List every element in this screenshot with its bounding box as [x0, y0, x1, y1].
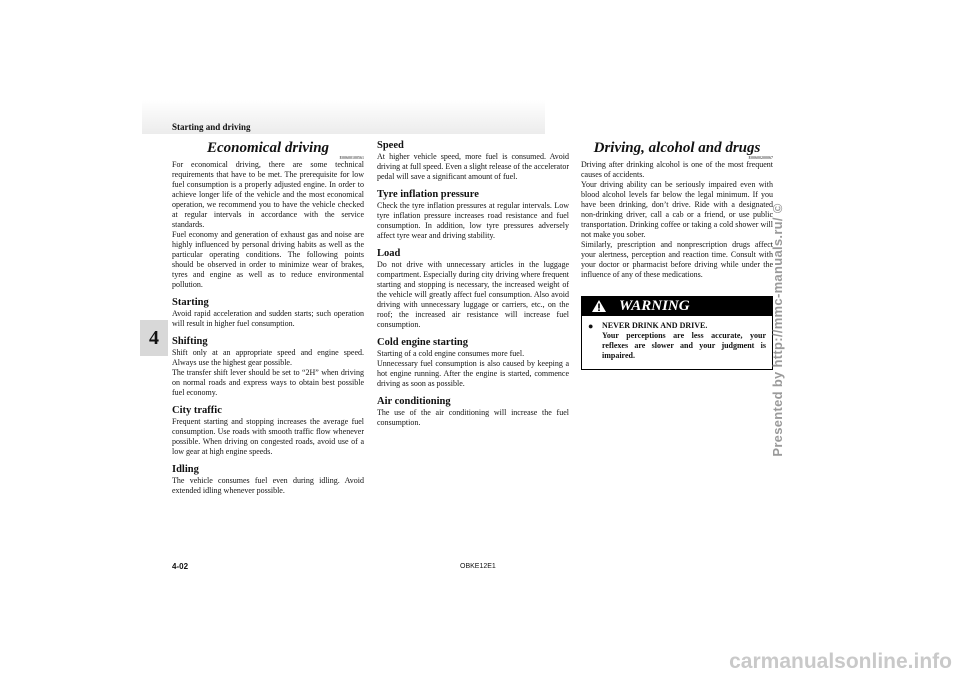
subheading-cold-engine: Cold engine starting: [377, 337, 469, 348]
side-credit-text: Presented by http://mmc-manuals.ru/ ©: [770, 203, 785, 457]
warning-line: NEVER DRINK AND DRIVE.: [602, 321, 708, 330]
document-code: OBKE12E1: [460, 563, 496, 570]
paragraph: Your driving ability can be seriously impaired even with blood alcohol levels far below the legal minimum. If you have been drinking, don’t drive. Ride with a designated non-drinking driver, call a cab or a friend, or use public transportation. Drinking coffee or taking a cold shower will not make you sober.: [581, 180, 773, 239]
paragraph: Check the tyre inflation pressures at regular intervals. Low tyre inflation pressure increases road resistance and fuel consumption. In addition, low tyre pressures adversely affect tyre wear and driving stability.: [377, 201, 569, 240]
page-number: 4-02: [172, 562, 189, 571]
column-economy-tips: [377, 140, 569, 428]
paragraph: The transfer shift lever should be set to “2H” when driving on normal roads and express ways to obtain best possible fuel economy.: [172, 368, 364, 397]
subheading-city-traffic: City traffic: [172, 405, 222, 416]
subheading-load: Load: [377, 248, 401, 259]
column-economical-driving: [172, 140, 364, 496]
subheading-tyre-pressure: Tyre inflation pressure: [377, 189, 479, 200]
paragraph: At higher vehicle speed, more fuel is consumed. Avoid driving at full speed. Even a slight release of the accelerator pedal will save a significant amount of fuel.: [377, 152, 569, 181]
watermark: carmanualsonline.info: [729, 650, 952, 673]
paragraph: Driving after drinking alcohol is one of the most frequent causes of accidents.: [581, 160, 773, 179]
section-title: Driving, alcohol and drugs: [593, 140, 761, 156]
subheading-air-conditioning: Air conditioning: [377, 396, 451, 407]
paragraph: Fuel economy and generation of exhaust gas and noise are highly influenced by personal driving habits as well as the particular operating conditions. The following points should be observed in order to minimize wear of brakes, tyres and engine as well as to reduce environmental pollution.: [172, 230, 364, 289]
warning-triangle-icon: [591, 299, 607, 313]
warning-title: WARNING: [619, 298, 690, 314]
section-title: Economical driving: [206, 140, 330, 156]
paragraph: Do not drive with unnecessary articles in the luggage compartment. Especially during city driving where frequent starting and stopping is necessary, the increased weight of the vehicle will greatly affect fuel consumption. Also avoid driving with unnecessary luggage or carriers, etc., on the roof; the increased air resistance will increase fuel consumption.: [377, 260, 569, 329]
paragraph: Starting of a cold engine consumes more fuel.: [377, 349, 525, 358]
paragraph: The use of the air conditioning will increase the fuel consumption.: [377, 408, 569, 427]
subheading-idling: Idling: [172, 464, 199, 475]
paragraph: Shift only at an appropriate speed and engine speed. Always use the highest gear possible.: [172, 348, 364, 367]
subheading-speed: Speed: [377, 140, 404, 151]
chapter-tab: 4: [140, 320, 168, 356]
warning-box: [581, 316, 773, 370]
section-code: E00600200067: [748, 155, 773, 160]
bullet-icon: ●: [588, 321, 594, 331]
warning-line: Your perceptions are less accurate, your reflexes are slower and your judgment is impaired.: [602, 331, 766, 360]
paragraph: For economical driving, there are some technical requirements that have to be met. The prerequisite for low fuel consumption is a properly adjusted engine. In order to achieve longer life of the vehicle and the most economical operation, we recommend you to have the vehicle checked at regular intervals in accordance with the service standards.: [172, 160, 364, 229]
column-alcohol-drugs: [581, 140, 773, 370]
paragraph: Similarly, prescription and nonprescription drugs affect your alertness, perception and reaction time. Consult with your doctor or pharmacist before driving while under the influence of any of these medications.: [581, 240, 773, 279]
subheading-starting: Starting: [172, 297, 209, 308]
paragraph: The vehicle consumes fuel even during idling. Avoid extended idling whenever possible.: [172, 476, 364, 495]
section-code: E00600100561: [339, 155, 364, 160]
paragraph: Frequent starting and stopping increases the average fuel consumption. Use roads with smooth traffic flow whenever possible. When driving on congested roads, avoid use of a low gear at high engine speeds.: [172, 417, 364, 456]
subheading-shifting: Shifting: [172, 336, 208, 347]
paragraph: Unnecessary fuel consumption is also caused by keeping a hot engine running. After the engine is started, commence driving as soon as possible.: [377, 359, 569, 388]
paragraph: Avoid rapid acceleration and sudden starts; such operation will result in higher fuel consumption.: [172, 309, 364, 328]
running-header: Starting and driving: [172, 122, 251, 132]
warning-header: [581, 296, 773, 316]
